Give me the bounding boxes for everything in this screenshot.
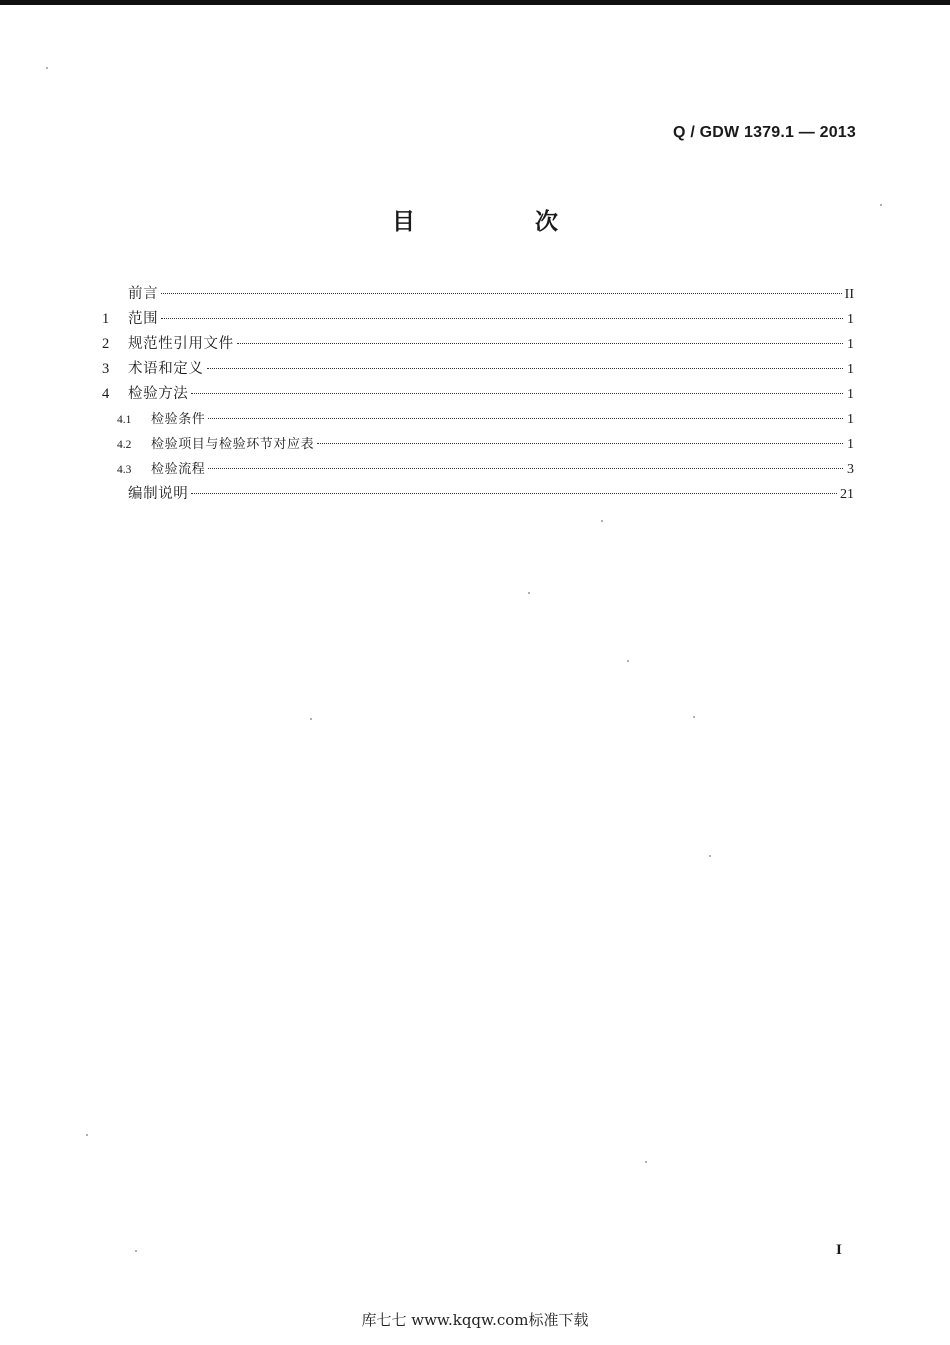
toc-entry-label: 规范性引用文件	[128, 336, 234, 352]
toc-entry-page: 1	[847, 412, 854, 427]
toc-entry-label: 检验项目与检验环节对应表	[151, 437, 315, 452]
toc-entry-label: 前言	[128, 286, 159, 302]
standard-code: Q / GDW 1379.1 — 2013	[673, 124, 856, 141]
toc-entry-test-process[interactable]	[102, 457, 854, 482]
toc-entry-number: 4.1	[117, 414, 132, 426]
dot-leader	[161, 292, 841, 294]
toc-entry-number: 4	[102, 386, 110, 402]
toc-entry-label: 检验条件	[151, 412, 206, 427]
scan-speck	[645, 1161, 647, 1163]
dot-leader	[208, 417, 843, 419]
scan-speck	[310, 718, 312, 720]
page-title: 目 次	[391, 209, 614, 235]
scan-speck	[135, 1250, 137, 1252]
toc-entry-label: 编制说明	[128, 486, 189, 502]
toc-entry-number: 3	[102, 361, 110, 377]
scan-speck	[86, 1134, 88, 1136]
dot-leader	[237, 342, 843, 344]
toc-entry-label: 检验方法	[128, 386, 189, 402]
toc-entry-page: 1	[847, 312, 854, 327]
toc-entry-number: 1	[102, 311, 110, 327]
toc-entry-terms-definitions[interactable]	[102, 357, 854, 382]
toc-entry-page: 1	[847, 337, 854, 352]
table-of-contents	[102, 282, 854, 507]
toc-entry-number: 2	[102, 336, 110, 352]
watermark-text: 库七七 www.kqqw.com标准下载	[361, 1311, 589, 1329]
toc-entry-number: 4.2	[117, 439, 132, 451]
scan-speck	[46, 67, 48, 69]
scan-speck	[709, 855, 711, 857]
toc-entry-page: 3	[847, 462, 854, 477]
dot-leader	[161, 317, 843, 319]
toc-entry-normative-references[interactable]	[102, 332, 854, 357]
scan-speck	[693, 716, 695, 718]
toc-entry-test-methods[interactable]	[102, 382, 854, 407]
toc-entry-preface[interactable]	[102, 282, 854, 307]
dot-leader	[191, 492, 837, 494]
toc-entry-label: 范围	[128, 311, 159, 327]
toc-entry-compilation-notes[interactable]	[102, 482, 854, 507]
toc-entry-label: 检验流程	[151, 462, 206, 477]
scan-speck	[601, 520, 603, 522]
toc-entry-number: 4.3	[117, 464, 132, 476]
top-border-rule	[0, 0, 950, 5]
toc-entry-scope[interactable]	[102, 307, 854, 332]
dot-leader	[208, 467, 843, 469]
toc-entry-page: 1	[847, 437, 854, 452]
toc-entry-page: 21	[840, 487, 854, 502]
toc-entry-test-items-table[interactable]	[102, 432, 854, 457]
scan-speck	[880, 204, 882, 206]
dot-leader	[317, 442, 843, 444]
toc-entry-label: 术语和定义	[128, 361, 204, 377]
scan-speck	[627, 660, 629, 662]
toc-entry-page: 1	[847, 387, 854, 402]
toc-entry-test-conditions[interactable]	[102, 407, 854, 432]
scan-speck	[528, 592, 530, 594]
toc-entry-page: II	[844, 287, 854, 302]
dot-leader	[207, 367, 844, 369]
toc-entry-page: 1	[847, 362, 854, 377]
dot-leader	[191, 392, 843, 394]
page-number: I	[836, 1242, 842, 1258]
